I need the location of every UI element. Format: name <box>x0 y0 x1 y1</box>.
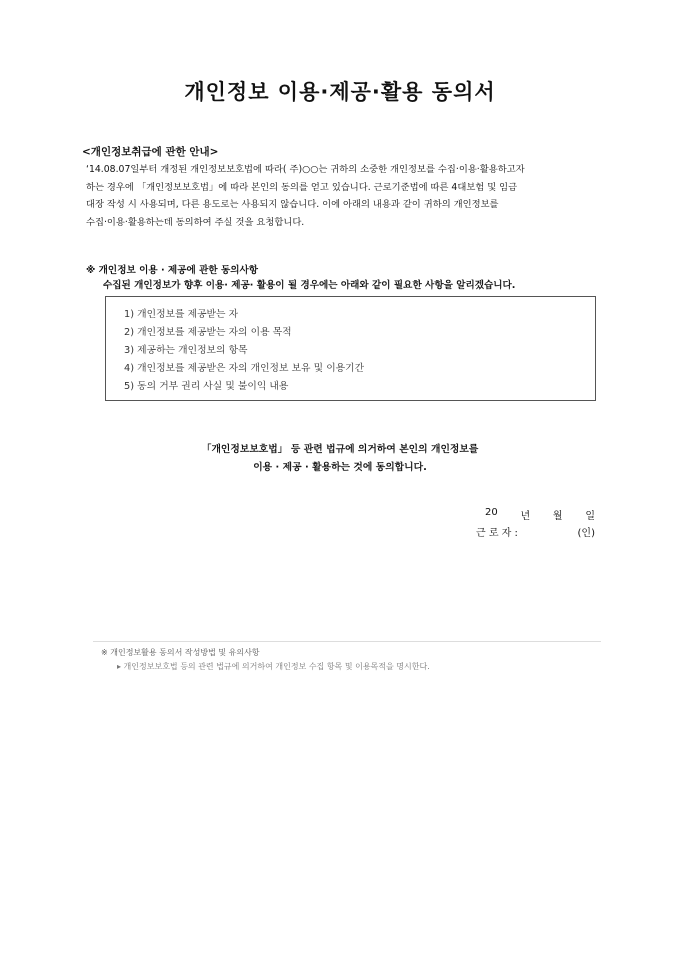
footnote-heading: ※ 개인정보활용 동의서 작성방법 및 유의사항 <box>101 648 260 657</box>
date-year: 20 <box>485 507 498 518</box>
seal-mark: (인) <box>577 528 595 539</box>
consent-items-box <box>105 296 596 401</box>
consent-item: 5) 동의 거부 권리 사실 및 불이익 내용 <box>124 381 289 392</box>
consent-heading: ※ 개인정보 이용 · 제공에 관한 동의사항 <box>86 265 259 276</box>
date-month-unit: 월 <box>552 511 563 522</box>
agreement-statement <box>0 441 680 477</box>
worker-label: 근 로 자 : <box>476 528 518 539</box>
consent-subheading: 수집된 개인정보가 향후 이용· 제공· 활용이 될 경우에는 아래와 같이 필요한 사항을 알리겠습니다. <box>103 280 516 291</box>
notice-heading: <개인정보취급에 관한 안내> <box>82 146 219 158</box>
notice-line: ‘14.08.07일부터 개정된 개인정보보호법에 따라( 주)○○는 귀하의 소중한 개인정보를 수집·이용·활용하고자 <box>86 164 525 175</box>
agreement-line: 이용 · 제공 · 활용하는 것에 동의합니다. <box>253 462 427 473</box>
date-row <box>485 507 595 522</box>
notice-line: 수집·이용·활용하는데 동의하여 주실 것을 요청합니다. <box>86 216 305 228</box>
document-title: 개인정보 이용·제공·활용 동의서 <box>184 80 496 104</box>
consent-items-list <box>106 297 595 396</box>
agreement-line: 「개인정보보호법」 등 관련 법규에 의거하여 본인의 개인정보를 <box>201 444 479 455</box>
footnote-divider <box>93 641 601 642</box>
consent-item: 4) 개인정보를 제공받은 자의 개인정보 보유 및 이용기간 <box>124 363 365 374</box>
date-day-unit: 일 <box>585 511 595 522</box>
signature-row <box>476 524 595 539</box>
notice-line: 대장 작성 시 사용되며, 다른 용도로는 사용되지 않습니다. 이에 아래의 내용과 같이 귀하의 개인정보를 <box>86 199 499 210</box>
notice-line: 하는 경우에 「개인정보보호법」에 따라 본인의 동의를 얻고 있습니다. 근로기준법에 따른 4대보험 및 임금 <box>86 181 518 193</box>
footnote-item: ▸ 개인정보보호법 등의 관련 법규에 의거하여 개인정보 수집 항목 및 이용목적을 명시한다. <box>117 662 430 671</box>
notice-body <box>86 161 596 231</box>
date-year-unit: 년 <box>520 511 531 522</box>
consent-item: 2) 개인정보를 제공받는 자의 이용 목적 <box>124 327 292 338</box>
consent-item: 1) 개인정보를 제공받는 자 <box>124 309 239 320</box>
consent-item: 3) 제공하는 개인정보의 항목 <box>124 345 248 356</box>
